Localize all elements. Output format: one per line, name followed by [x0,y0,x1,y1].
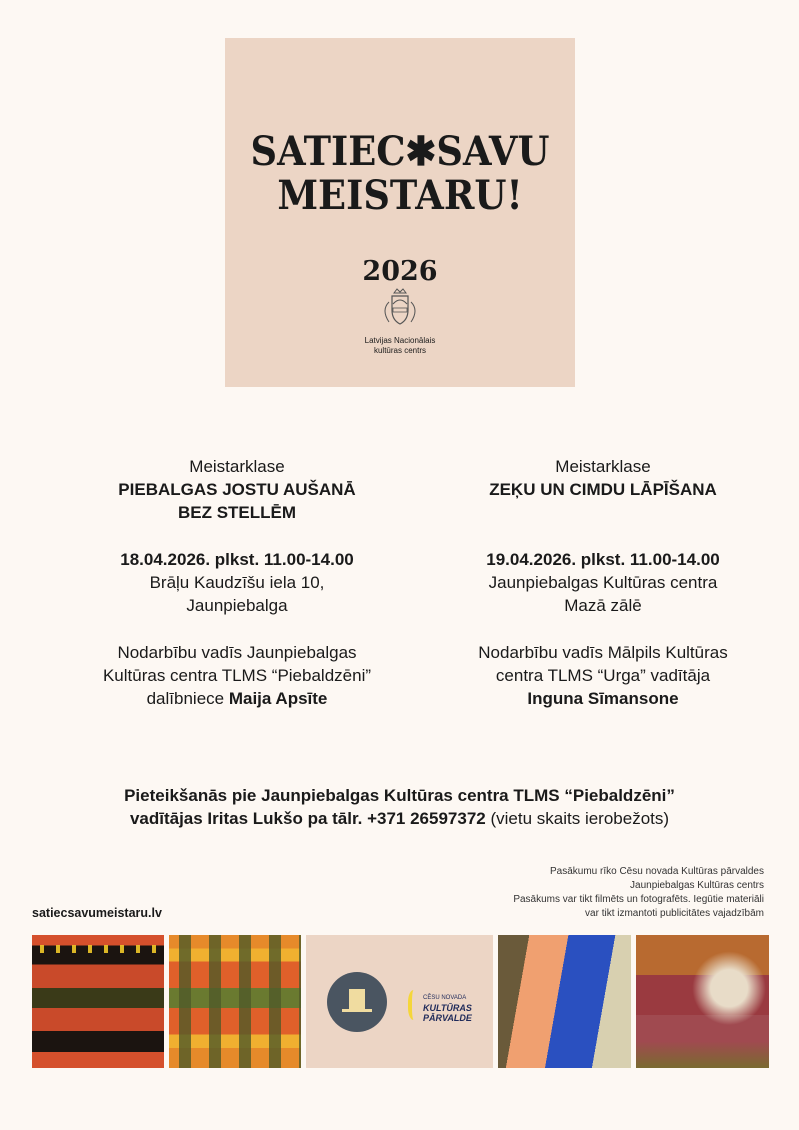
event-title-2 [423,501,783,524]
registration-phone: vadītājas Iritas Lukšo pa tālr. +371 26597372 [129,809,486,828]
note: Pasākums var tikt filmēts un fotografēts. Iegūtie materiāli [513,894,764,905]
knitted-socks-photo [498,935,631,1068]
event-place-2: Mazā zālē [564,596,642,615]
kulturas-parvalde-logo [423,993,472,1023]
event-datetime: 18.04.2026. plkst. 11.00-14.00 [120,550,354,569]
lead-prefix: dalībniece [146,689,229,708]
event-lead-3 [423,687,783,710]
woven-belt-photo [32,935,164,1068]
logo-line: CĒSU NOVADA [423,995,467,1001]
event-type: Meistarklase [555,457,651,476]
event-lead-2: Kultūras centra TLMS “Piebaldzēni” [102,666,372,685]
title-card [225,38,575,387]
coat-of-arms-icon [377,286,423,332]
event-title: PIEBALGAS JOSTU AUŠANĀ [118,480,356,499]
registration-note: (vietu skaits ierobežots) [485,809,670,828]
logo-line: KULTŪRAS [423,1003,472,1013]
org-line-2: kultūras centrs [373,346,427,355]
event-left [57,455,417,710]
event-lead: Nodarbību vadīs Jaunpiebalgas [117,643,357,662]
knitted-texture-photo [636,935,769,1068]
event-datetime: 19.04.2026. plkst. 11.00-14.00 [486,550,720,569]
registration-line-2 [0,807,799,830]
title-line-2: MEISTARU! [277,172,523,219]
event-right [423,455,783,710]
event-title: ZEĶU UN CIMDU LĀPĪŠANA [489,480,717,499]
registration-line-1: Pieteikšanās pie Jaunpiebalgas Kultūras centra TLMS “Piebaldzēni” [124,786,675,805]
year: 2026 [362,256,438,287]
event-title-2: BEZ STELLĒM [177,503,297,522]
logo-line: PĀRVALDE [423,1013,472,1023]
lead-name: Inguna Sīmansone [527,689,679,708]
note: Pasākumu rīko Cēsu novada Kultūras pārvaldes [549,866,764,877]
event-place: Brāļu Kaudzīšu iela 10, [149,573,325,592]
org-name [225,336,575,356]
title-line-1: SATIEC✱SAVU [250,128,550,175]
event-lead: Nodarbību vadīs Mālpils Kultūras [478,643,728,662]
website-link[interactable]: satiecsavumeistaru.lv [32,906,162,920]
organizer-notes [513,865,764,921]
hat-logo-icon [327,972,387,1032]
woven-pattern-photo [169,935,301,1068]
event-lead-2: centra TLMS “Urga” vadītāja [495,666,711,685]
logos-panel [306,935,493,1068]
org-line-1: Latvijas Nacionālais [364,336,436,345]
note: var tikt izmantoti publicitātes vajadzībām [585,908,764,919]
event-type: Meistarklase [189,457,285,476]
sun-logo-icon [408,990,422,1020]
lead-name: Maija Apsīte [228,689,328,708]
note: Jaunpiebalgas Kultūras centrs [630,880,764,891]
event-place: Jaunpiebalgas Kultūras centra [488,573,718,592]
event-title [239,130,561,218]
event-place-2: Jaunpiebalga [186,596,288,615]
registration-info [0,784,799,830]
event-lead-3 [57,687,417,710]
